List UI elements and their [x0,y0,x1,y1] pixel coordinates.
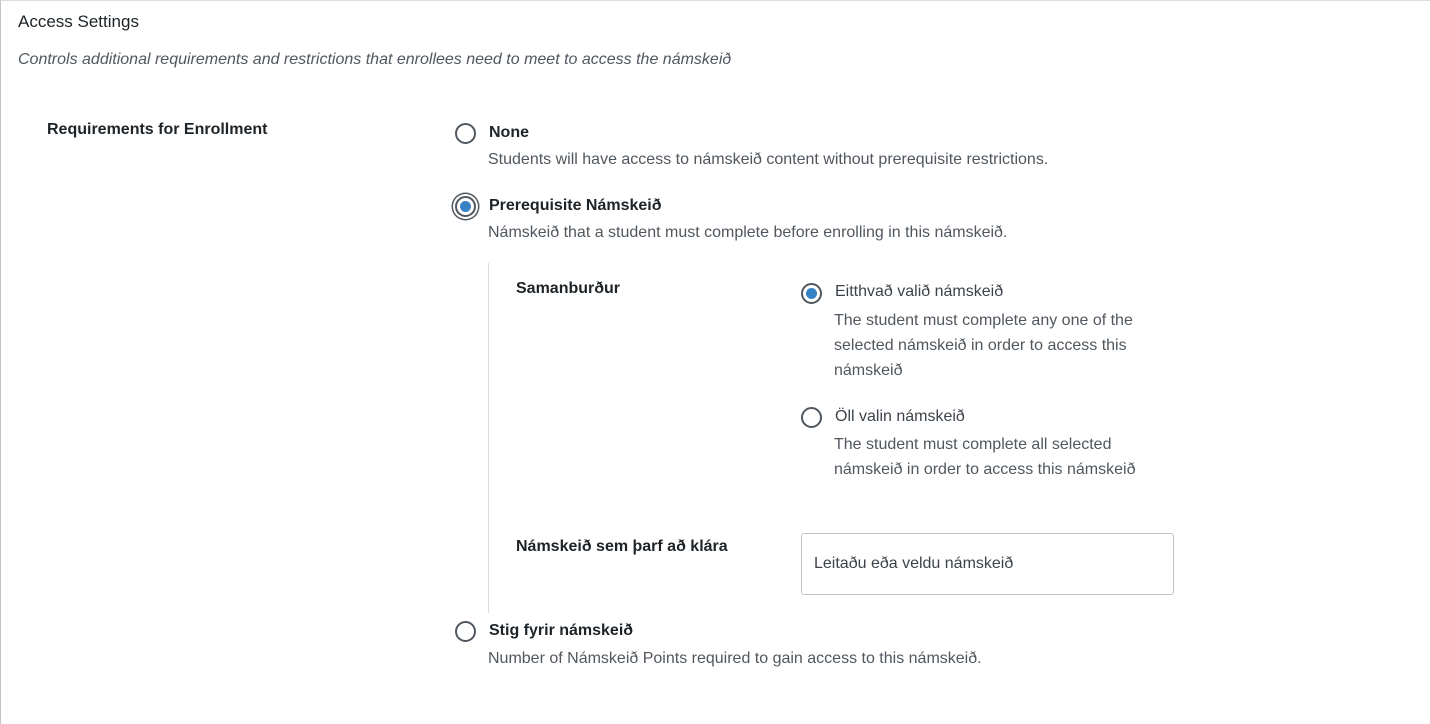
course-search-input[interactable] [801,533,1174,595]
radio-none-label[interactable]: None [489,124,529,141]
description-line: The student must complete all selected [834,436,1112,453]
description-line: The student must complete any one of the [834,312,1133,329]
radio-all-courses-label[interactable]: Öll valin námskeið [835,408,965,425]
description-line: námskeið in order to access this námskeið [834,461,1136,478]
radio-any-course-description [834,308,1133,383]
description-line: selected námskeið in order to access this [834,337,1127,354]
radio-all-courses[interactable] [801,407,822,428]
radio-all-courses-description [834,432,1135,482]
radio-prerequisite[interactable] [455,196,476,217]
radio-none-description: Students will have access to námskeið content without prerequisite restrictions. [488,151,1049,168]
radio-any-course-label[interactable]: Eitthvað valið námskeið [835,283,1004,300]
radio-course-points-description: Number of Námskeið Points required to gain access to this námskeið. [488,650,982,667]
radio-course-points[interactable] [455,621,476,642]
nested-settings-border [488,263,489,613]
radio-prerequisite-description: Námskeið that a student must complete before enrolling in this námskeið. [488,224,1008,241]
requirements-label: Requirements for Enrollment [47,121,268,138]
radio-any-course[interactable] [801,283,822,304]
radio-course-points-label[interactable]: Stig fyrir námskeið [489,622,634,639]
courses-required-label: Námskeið sem þarf að klára [516,538,728,555]
comparison-label: Samanburður [516,280,621,297]
description-line: námskeið [834,362,903,379]
section-title: Access Settings [18,12,139,31]
radio-prerequisite-label[interactable]: Prerequisite Námskeið [489,197,662,214]
radio-none[interactable] [455,123,476,144]
section-description: Controls additional requirements and restrictions that enrollees need to meet to access the námskeið [18,51,732,68]
